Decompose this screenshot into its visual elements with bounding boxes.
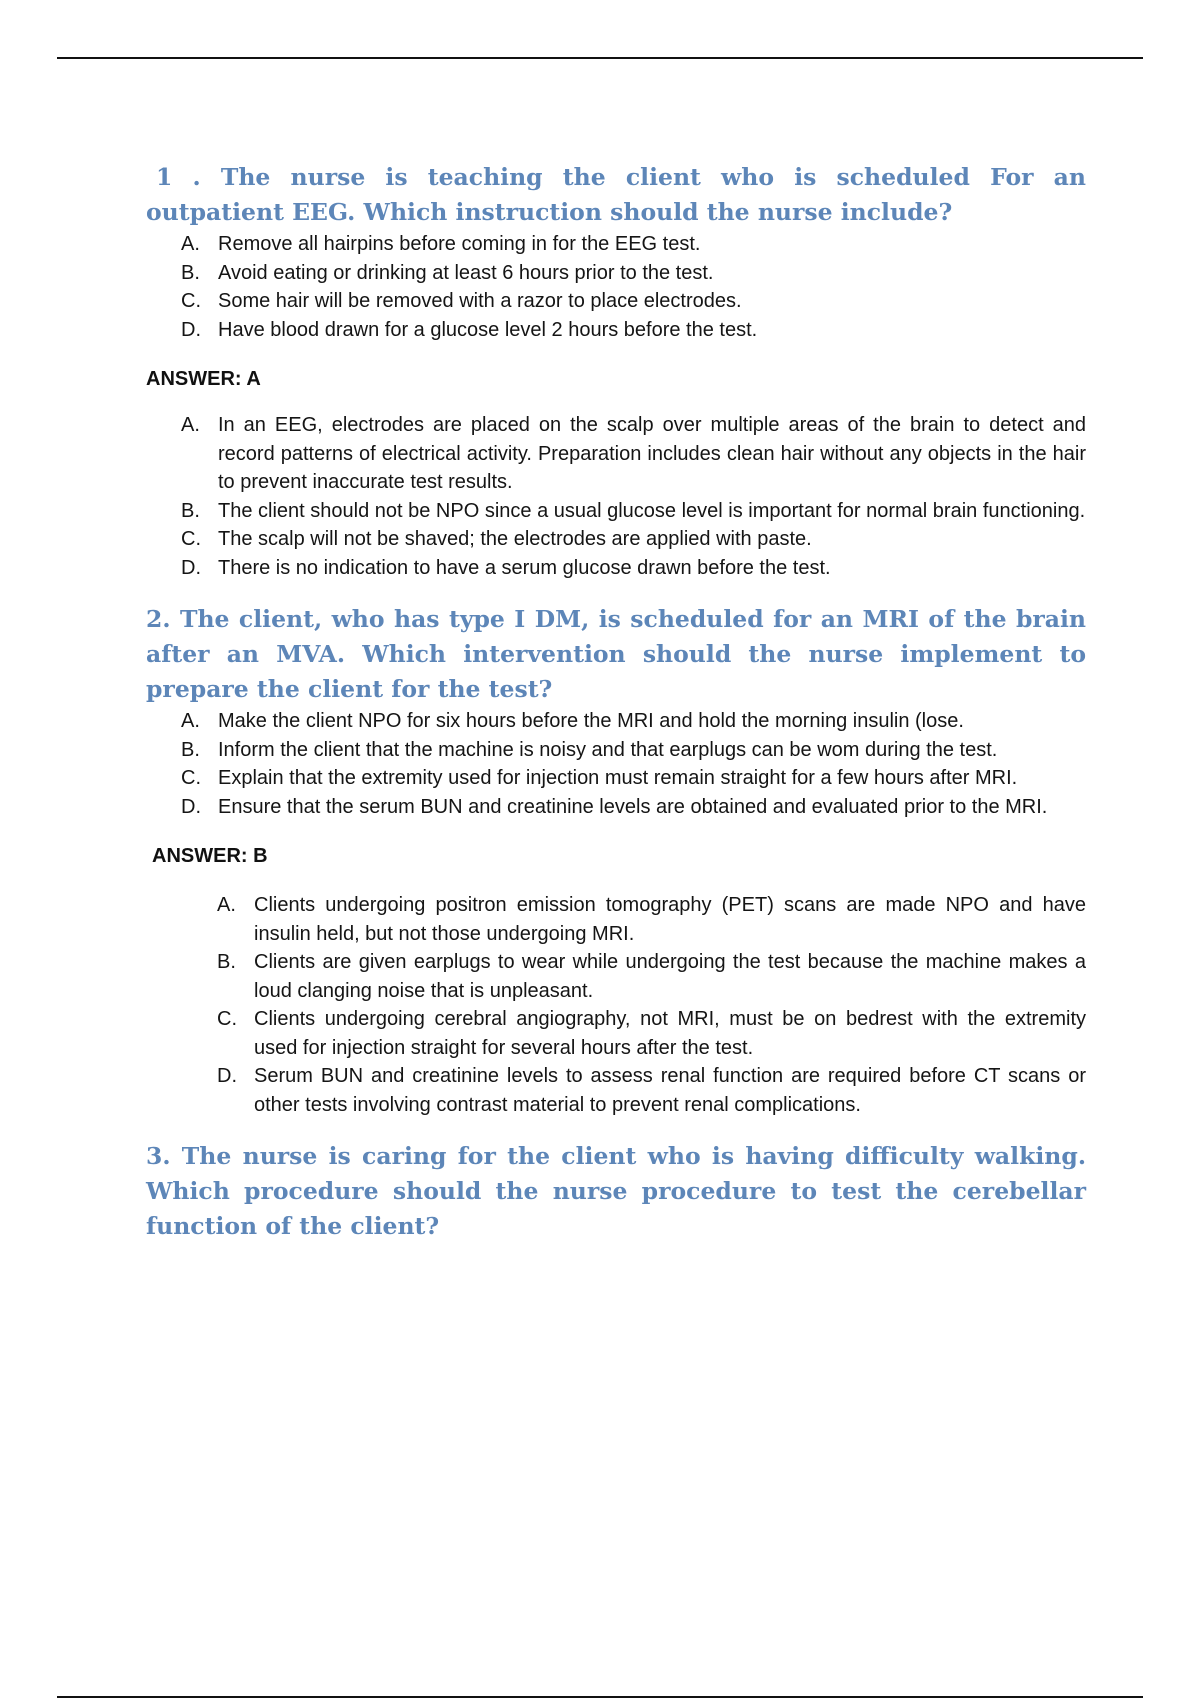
answer-1: ANSWER: A bbox=[146, 368, 261, 390]
rationale-d: D. Serum BUN and creatinine levels to assess renal function are required before CT scans or other tests involving contrast material to prevent renal complications. bbox=[217, 1065, 1086, 1116]
rationale-c: C. The scalp will not be shaved; the electrodes are applied with paste. bbox=[181, 528, 812, 550]
question-1-options bbox=[146, 230, 1086, 344]
top-rule bbox=[57, 57, 1143, 59]
answer-2: ANSWER: B bbox=[152, 845, 268, 867]
option-b: B. Avoid eating or drinking at least 6 hours prior to the test. bbox=[181, 261, 714, 284]
option-d: D. Have blood drawn for a glucose level 2 hours before the test. bbox=[181, 318, 758, 341]
rationale-2-list bbox=[146, 891, 1086, 1119]
option-b: B. Inform the client that the machine is noisy and that earplugs can be wom during the test. bbox=[181, 738, 998, 761]
rationale-b: B. Clients are given earplugs to wear while undergoing the test because the machine makes a loud clanging noise that is unpleasant. bbox=[217, 951, 1086, 1002]
rationale-a: A. Clients undergoing positron emission tomography (PET) scans are made NPO and have insulin held, but not those undergoing MRI. bbox=[217, 894, 1086, 945]
option-a: A. Remove all hairpins before coming in for the EEG test. bbox=[181, 233, 701, 255]
option-c: C. Explain that the extremity used for injection must remain straight for a few hours after MRI. bbox=[181, 767, 1018, 789]
rationale-b: B. The client should not be NPO since a usual glucose level is important for normal brain functioning. bbox=[181, 499, 1086, 522]
rationale-d: D. There is no indication to have a serum glucose drawn before the test. bbox=[181, 556, 831, 579]
question-2: 2. The client, who has type I DM, is scheduled for an MRI of the brain after an MVA. Which intervention should the nurse implement to prepare the client for the test? bbox=[146, 605, 1086, 703]
option-c: C. Some hair will be removed with a razor to place electrodes. bbox=[181, 290, 742, 312]
rationale-1-list bbox=[146, 411, 1086, 582]
document-body bbox=[146, 160, 1086, 1244]
option-d: D. Ensure that the serum BUN and creatinine levels are obtained and evaluated prior to the MRI. bbox=[181, 795, 1048, 818]
rationale-c: C. Clients undergoing cerebral angiography, not MRI, must be on bedrest with the extremity used for injection straight for several hours after the test. bbox=[217, 1008, 1086, 1059]
rationale-a: A. In an EEG, electrodes are placed on the scalp over multiple areas of the brain to detect and record patterns of electrical activity. Preparation includes clean hair without any objects in the hair to prevent inaccurate test results. bbox=[181, 414, 1086, 493]
option-a: A. Make the client NPO for six hours before the MRI and hold the morning insulin (lose. bbox=[181, 710, 964, 732]
question-2-options bbox=[146, 707, 1086, 821]
bottom-rule bbox=[57, 1696, 1143, 1698]
question-3: 3. The nurse is caring for the client who is having difficulty walking. Which procedure should the nurse procedure to test the cerebellar function of the client? bbox=[146, 1142, 1086, 1240]
question-1: 1 . The nurse is teaching the client who is scheduled For an outpatient EEG. Which instruction should the nurse include? bbox=[146, 163, 1086, 226]
